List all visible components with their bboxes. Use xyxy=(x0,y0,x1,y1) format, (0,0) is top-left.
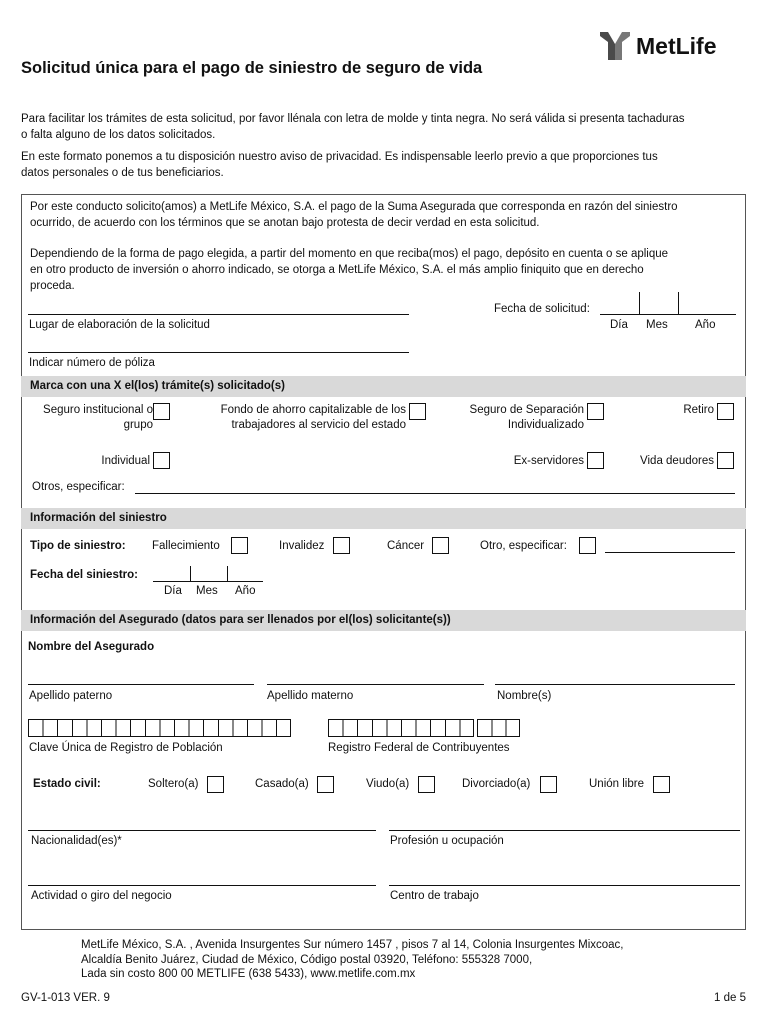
date-year-label: Año xyxy=(695,319,716,331)
opt-separacion-label-l2: Individualizado xyxy=(507,419,584,431)
intro-p1-l1: Para facilitar los trámites de esta solicitud, por favor llénala con letra de molde y tinta negra. No será válida si presenta tachaduras xyxy=(21,113,685,125)
otro-siniestro-input-line[interactable] xyxy=(605,552,735,553)
estado-civil-label: Estado civil: xyxy=(33,778,101,790)
cancer-label: Cáncer xyxy=(387,540,425,552)
opt-vidadeudores-checkbox[interactable] xyxy=(717,452,734,469)
opt-retiro-checkbox[interactable] xyxy=(717,403,734,420)
profesion-label: Profesión u ocupación xyxy=(390,835,504,847)
casado-checkbox[interactable] xyxy=(317,776,334,793)
place-input-line[interactable] xyxy=(28,314,409,315)
opt-retiro-label: Retiro xyxy=(683,404,714,416)
place-label: Lugar de elaboración de la solicitud xyxy=(29,319,210,331)
tramite-header: Marca con una X el(los) trámite(s) solicitado(s) xyxy=(21,376,746,397)
page-title: Solicitud única para el pago de siniestro de seguro de vida xyxy=(21,59,483,77)
intro-p2-l1: En este formato ponemos a tu disposición nuestro aviso de privacidad. Es indispensable leerlo previo a que proporciones tus xyxy=(21,151,658,163)
declaration-p1-l1: Por este conducto solicito(amos) a MetLife México, S.A. el pago de la Suma Asegurada que corresponda en razón del siniestro xyxy=(30,201,678,213)
nombre-asegurado-title: Nombre del Asegurado xyxy=(28,641,155,653)
apellido-materno-line[interactable] xyxy=(267,684,484,685)
opt-exservidores-checkbox[interactable] xyxy=(587,452,604,469)
fecha-siniestro-year: Año xyxy=(235,585,256,597)
opt-fondo-label-l2: trabajadores al servicio del estado xyxy=(231,419,406,431)
actividad-label: Actividad o giro del negocio xyxy=(31,890,172,902)
otro-siniestro-checkbox[interactable] xyxy=(579,537,596,554)
soltero-checkbox[interactable] xyxy=(207,776,224,793)
date-divider-2 xyxy=(678,292,679,314)
opt-institucional-label-l2: grupo xyxy=(123,419,153,431)
fecha-siniestro-day: Día xyxy=(164,585,182,597)
union-label: Unión libre xyxy=(589,778,644,790)
apellido-paterno-line[interactable] xyxy=(28,684,254,685)
date-label: Fecha de solicitud: xyxy=(494,303,590,315)
fecha-siniestro-input-line[interactable] xyxy=(153,581,263,582)
declaration-p2-l2: en otro producto de inversión o ahorro indicado, se otorga a MetLife México, S.A. el más amplio finiquito que en derecho xyxy=(30,264,644,276)
tipo-siniestro-label: Tipo de siniestro: xyxy=(30,540,126,552)
form-frame xyxy=(21,194,746,930)
apellido-materno-label: Apellido materno xyxy=(267,690,354,702)
policy-input-line[interactable] xyxy=(28,352,409,353)
metlife-wordmark: MetLife xyxy=(636,33,717,59)
nacionalidad-line[interactable] xyxy=(28,830,376,831)
opt-institucional-label-l1: Seguro institucional o xyxy=(43,404,153,416)
nacionalidad-label: Nacionalidad(es)* xyxy=(31,835,122,847)
fallecimiento-checkbox[interactable] xyxy=(231,537,248,554)
invalidez-checkbox[interactable] xyxy=(333,537,350,554)
cancer-checkbox[interactable] xyxy=(432,537,449,554)
invalidez-label: Invalidez xyxy=(279,540,325,552)
centro-label: Centro de trabajo xyxy=(390,890,479,902)
opt-institucional-checkbox[interactable] xyxy=(153,403,170,420)
profesion-line[interactable] xyxy=(389,830,740,831)
form-code: GV-1-013 VER. 9 xyxy=(21,992,110,1004)
declaration-p1-l2: ocurrido, de acuerdo con los términos que se anotan bajo protesta de decir verdad en esta solicitud. xyxy=(30,217,540,229)
siniestro-header: Información del siniestro xyxy=(21,508,746,529)
date-month-label: Mes xyxy=(646,319,668,331)
opt-separacion-label-l1: Seguro de Separación xyxy=(469,404,584,416)
rfc-input[interactable] xyxy=(328,719,474,737)
fecha-siniestro-month: Mes xyxy=(196,585,218,597)
opt-separacion-checkbox[interactable] xyxy=(587,403,604,420)
page-number: 1 de 5 xyxy=(714,992,746,1004)
footer-address-l3: Lada sin costo 800 00 METLIFE (638 5433), www.metlife.com.mx xyxy=(81,968,416,980)
otro-siniestro-label: Otro, especificar: xyxy=(480,540,567,552)
opt-individual-label: Individual xyxy=(101,455,150,467)
union-checkbox[interactable] xyxy=(653,776,670,793)
opt-vidadeudores-label: Vida deudores xyxy=(640,455,714,467)
opt-fondo-label-l1: Fondo de ahorro capitalizable de los xyxy=(220,404,406,416)
metlife-mark-icon xyxy=(598,28,632,62)
opt-exservidores-label: Ex-servidores xyxy=(513,455,584,467)
footer-address-l1: MetLife México, S.A. , Avenida Insurgentes Sur número 1457 , pisos 7 al 14, Colonia Insurgentes Mixcoac, xyxy=(81,939,624,951)
divorciado-checkbox[interactable] xyxy=(540,776,557,793)
fecha-siniestro-divider-1 xyxy=(190,566,191,581)
intro-p2-l2: datos personales o de tus beneficiarios. xyxy=(21,167,224,179)
date-divider-1 xyxy=(639,292,640,314)
metlife-logo xyxy=(598,28,738,62)
soltero-label: Soltero(a) xyxy=(148,778,199,790)
actividad-line[interactable] xyxy=(28,885,376,886)
viudo-checkbox[interactable] xyxy=(418,776,435,793)
curp-label: Clave Única de Registro de Población xyxy=(29,742,223,754)
otros-input-line[interactable] xyxy=(135,493,735,494)
declaration-p2-l1: Dependiendo de la forma de pago elegida, a partir del momento en que reciba(mos) el pago, depósito en cuenta o se aplique xyxy=(30,248,669,260)
footer-address-l2: Alcaldía Benito Juárez, Ciudad de México, Código postal 03920, Teléfono: 555328 7000, xyxy=(81,954,533,966)
opt-fondo-checkbox[interactable] xyxy=(409,403,426,420)
centro-line[interactable] xyxy=(389,885,740,886)
curp-input[interactable] xyxy=(28,719,291,737)
nombres-line[interactable] xyxy=(495,684,735,685)
casado-label: Casado(a) xyxy=(255,778,309,790)
date-day-label: Día xyxy=(610,319,628,331)
nombres-label: Nombre(s) xyxy=(497,690,552,702)
policy-label: Indicar número de póliza xyxy=(29,357,155,369)
declaration-p2-l3: proceda. xyxy=(30,280,75,292)
fecha-siniestro-divider-2 xyxy=(227,566,228,581)
opt-individual-checkbox[interactable] xyxy=(153,452,170,469)
fecha-siniestro-label: Fecha del siniestro: xyxy=(30,569,139,581)
divorciado-label: Divorciado(a) xyxy=(462,778,531,790)
asegurado-header: Información del Asegurado (datos para ser llenados por el(los) solicitante(s)) xyxy=(21,610,746,631)
intro-p1-l2: o falta alguno de los datos solicitados. xyxy=(21,129,216,141)
fallecimiento-label: Fallecimiento xyxy=(152,540,220,552)
otros-label: Otros, especificar: xyxy=(32,481,125,493)
viudo-label: Viudo(a) xyxy=(366,778,410,790)
date-input-line[interactable] xyxy=(600,314,736,315)
rfc-label: Registro Federal de Contribuyentes xyxy=(328,742,510,754)
rfc-homoclave-input[interactable] xyxy=(477,719,520,737)
apellido-paterno-label: Apellido paterno xyxy=(29,690,113,702)
